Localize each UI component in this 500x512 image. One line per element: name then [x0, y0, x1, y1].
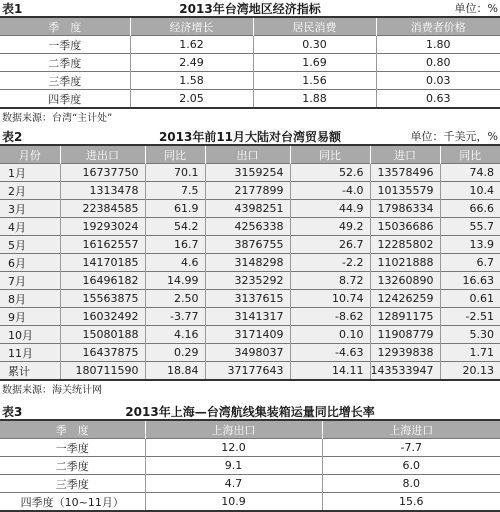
- table-cell: 16.63: [440, 272, 500, 290]
- table1: [0, 16, 500, 109]
- table-cell: 4.7: [145, 475, 322, 493]
- table1-title: 2013年台湾地区经济指标: [179, 2, 321, 16]
- table-cell: 1.69: [253, 54, 376, 72]
- table2-title: 2013年前11月大陆对台湾贸易额: [158, 130, 342, 144]
- table-cell: 9月: [0, 308, 60, 326]
- table-cell: 6.7: [440, 254, 500, 272]
- table-cell: 3159254: [205, 164, 290, 182]
- table-row: [0, 290, 500, 308]
- table1-header: 季 度: [0, 17, 130, 36]
- table-cell: 26.7: [290, 236, 370, 254]
- table-cell: 12426259: [370, 290, 440, 308]
- table-cell: 16496182: [60, 272, 145, 290]
- table-cell: 12285802: [370, 236, 440, 254]
- table-row: [0, 236, 500, 254]
- table3: [0, 419, 500, 512]
- table-cell: 2.05: [130, 90, 253, 109]
- table-cell: 0.03: [376, 72, 500, 90]
- table-cell: 55.7: [440, 218, 500, 236]
- table-cell: 14170185: [60, 254, 145, 272]
- table3-header: 上海进口: [322, 420, 500, 439]
- table-cell: 13578496: [370, 164, 440, 182]
- table3-title-row: [0, 403, 500, 419]
- table-cell: 5.30: [440, 326, 500, 344]
- table-cell: 6月: [0, 254, 60, 272]
- table1-title-row: [0, 0, 500, 16]
- table-cell: 14.99: [145, 272, 205, 290]
- table1-number: 表1: [2, 2, 23, 16]
- table-cell: 0.10: [290, 326, 370, 344]
- table-cell: 三季度: [0, 475, 145, 493]
- table-cell: 12891175: [370, 308, 440, 326]
- table-cell: -2.51: [440, 308, 500, 326]
- table2-header-row: [0, 145, 500, 164]
- table-cell: 3498037: [205, 344, 290, 362]
- table-cell: 10.74: [290, 290, 370, 308]
- table-cell: -7.7: [322, 439, 500, 457]
- table-row: [0, 308, 500, 326]
- table-cell: 10月: [0, 326, 60, 344]
- table-cell: 49.2: [290, 218, 370, 236]
- table-row: [0, 218, 500, 236]
- table-cell: 四季度: [0, 90, 130, 109]
- table-cell: -4.63: [290, 344, 370, 362]
- table-cell: 1.58: [130, 72, 253, 90]
- table-cell: 3171409: [205, 326, 290, 344]
- table-row: [0, 36, 500, 54]
- table-cell: 3141317: [205, 308, 290, 326]
- table-cell: 15080188: [60, 326, 145, 344]
- table-cell: 3235292: [205, 272, 290, 290]
- table-row: [0, 182, 500, 200]
- table3-block: [0, 403, 500, 512]
- table-cell: 16032492: [60, 308, 145, 326]
- table-cell: 16.7: [145, 236, 205, 254]
- table-cell: 143533947: [370, 362, 440, 381]
- table-cell: 13.9: [440, 236, 500, 254]
- table-cell: 44.9: [290, 200, 370, 218]
- table-row: [0, 457, 500, 475]
- table-cell: 15036686: [370, 218, 440, 236]
- table-cell: 74.8: [440, 164, 500, 182]
- table-cell: 54.2: [145, 218, 205, 236]
- table-cell: 三季度: [0, 72, 130, 90]
- table-cell: 15563875: [60, 290, 145, 308]
- table-cell: 0.61: [440, 290, 500, 308]
- table-cell: 14.11: [290, 362, 370, 381]
- table2-unit: 单位：千美元，%: [410, 130, 498, 143]
- table-cell: -2.2: [290, 254, 370, 272]
- table1-header: 消费者价格: [376, 17, 500, 36]
- table1-header: 居民消费: [253, 17, 376, 36]
- table-cell: 3137615: [205, 290, 290, 308]
- table-cell: 4月: [0, 218, 60, 236]
- table-cell: 12.0: [145, 439, 322, 457]
- table-cell: 22384585: [60, 200, 145, 218]
- table-cell: 1月: [0, 164, 60, 182]
- table-cell: 19293024: [60, 218, 145, 236]
- table3-header: 季 度: [0, 420, 145, 439]
- table-cell: 1.62: [130, 36, 253, 54]
- table-cell: 18.84: [145, 362, 205, 381]
- table-cell: 7月: [0, 272, 60, 290]
- table2-header: 月份: [0, 145, 60, 164]
- table-cell: 66.6: [440, 200, 500, 218]
- table3-header-row: [0, 420, 500, 439]
- table-cell: 8.0: [322, 475, 500, 493]
- table-cell: 0.80: [376, 54, 500, 72]
- table-row: [0, 344, 500, 362]
- table2: [0, 144, 500, 381]
- table-cell: 37177643: [205, 362, 290, 381]
- table-cell: -4.0: [290, 182, 370, 200]
- table-cell: 10135579: [370, 182, 440, 200]
- table1-source: 数据来源：台湾“主计处”: [2, 113, 113, 124]
- table-cell: -8.62: [290, 308, 370, 326]
- table-row: [0, 272, 500, 290]
- table1-header: 经济增长: [130, 17, 253, 36]
- table-row: [0, 439, 500, 457]
- table-cell: 2.50: [145, 290, 205, 308]
- table-cell: 1.80: [376, 36, 500, 54]
- table2-header: 出口: [205, 145, 290, 164]
- table-total-row: [0, 362, 500, 381]
- table-cell: 16437875: [60, 344, 145, 362]
- table-cell: 2.49: [130, 54, 253, 72]
- table-cell: 1.88: [253, 90, 376, 109]
- table-cell: 3月: [0, 200, 60, 218]
- table-cell: 61.9: [145, 200, 205, 218]
- table1-header-row: [0, 17, 500, 36]
- table3-number: 表3: [2, 405, 23, 419]
- table-cell: 52.6: [290, 164, 370, 182]
- table-cell: 四季度（10~11月）: [0, 493, 145, 512]
- table3-header: 上海出口: [145, 420, 322, 439]
- table-cell: 12939838: [370, 344, 440, 362]
- table-cell: 4.16: [145, 326, 205, 344]
- table-cell: 0.30: [253, 36, 376, 54]
- table-cell: 一季度: [0, 439, 145, 457]
- table-cell: 8月: [0, 290, 60, 308]
- table-cell: 8.72: [290, 272, 370, 290]
- table-cell: 5月: [0, 236, 60, 254]
- table2-source: 数据来源：海关统计网: [2, 385, 102, 396]
- table-cell: 二季度: [0, 457, 145, 475]
- table-row: [0, 475, 500, 493]
- table-cell: 11021888: [370, 254, 440, 272]
- table-cell: -3.77: [145, 308, 205, 326]
- table-cell: 13260890: [370, 272, 440, 290]
- table1-block: [0, 0, 500, 123]
- table-cell: 16162557: [60, 236, 145, 254]
- table-cell: 11908779: [370, 326, 440, 344]
- table-row: [0, 72, 500, 90]
- table-row: [0, 200, 500, 218]
- table-cell: 10.4: [440, 182, 500, 200]
- table-row: [0, 493, 500, 512]
- table-cell: 1.71: [440, 344, 500, 362]
- table1-unit: 单位：%: [454, 2, 498, 15]
- table2-title-row: [0, 128, 500, 144]
- table-cell: 7.5: [145, 182, 205, 200]
- table-row: [0, 164, 500, 182]
- table-cell: 70.1: [145, 164, 205, 182]
- table-row: [0, 90, 500, 109]
- table-cell: 1313478: [60, 182, 145, 200]
- table-cell: 0.29: [145, 344, 205, 362]
- table-cell: 2月: [0, 182, 60, 200]
- table-cell: 4256338: [205, 218, 290, 236]
- table2-header: 进出口: [60, 145, 145, 164]
- table-cell: 3148298: [205, 254, 290, 272]
- table-cell: 一季度: [0, 36, 130, 54]
- table-row: [0, 326, 500, 344]
- table-cell: 4398251: [205, 200, 290, 218]
- table-cell: 17986334: [370, 200, 440, 218]
- table-cell: 16737750: [60, 164, 145, 182]
- table-cell: 11月: [0, 344, 60, 362]
- table-row: [0, 254, 500, 272]
- table2-header: 进口: [370, 145, 440, 164]
- table2-header: 同比: [290, 145, 370, 164]
- table-cell: 2177899: [205, 182, 290, 200]
- table-cell: 0.63: [376, 90, 500, 109]
- table-cell: 二季度: [0, 54, 130, 72]
- table-cell: 累计: [0, 362, 60, 381]
- table3-title: 2013年上海—台湾航线集装箱运量同比增长率: [125, 405, 375, 419]
- table-cell: 6.0: [322, 457, 500, 475]
- table-cell: 180711590: [60, 362, 145, 381]
- table-cell: 10.9: [145, 493, 322, 512]
- table2-number: 表2: [2, 130, 23, 144]
- table-cell: 3876755: [205, 236, 290, 254]
- table2-header: 同比: [145, 145, 205, 164]
- table-cell: 4.6: [145, 254, 205, 272]
- table-cell: 15.6: [322, 493, 500, 512]
- table-cell: 9.1: [145, 457, 322, 475]
- table-cell: 1.56: [253, 72, 376, 90]
- table-row: [0, 54, 500, 72]
- table2-block: [0, 128, 500, 395]
- table2-header: 同比: [440, 145, 500, 164]
- table-cell: 20.13: [440, 362, 500, 381]
